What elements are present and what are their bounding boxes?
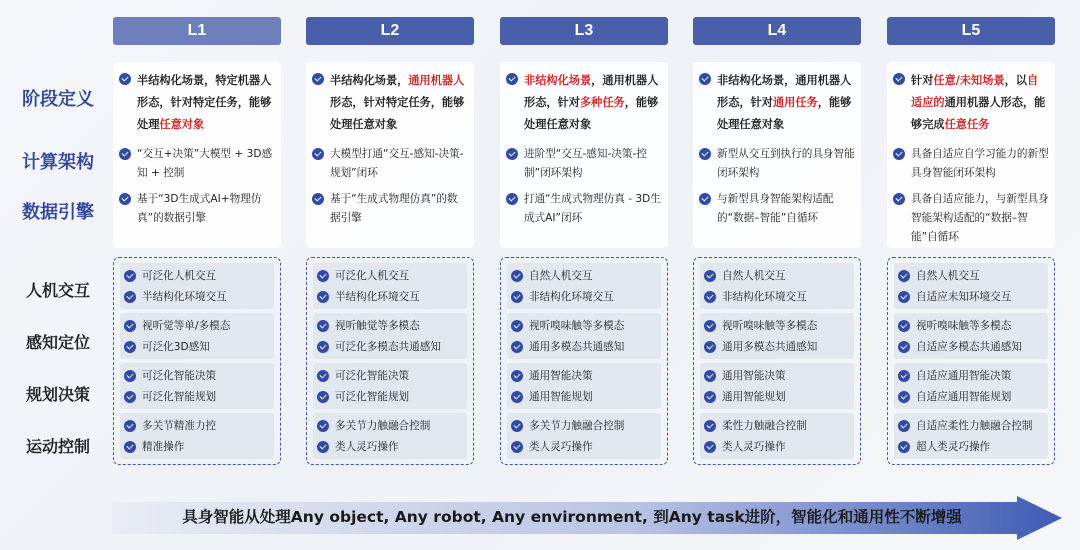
stage-definition-segment: 通用机器人 [795,74,852,87]
capability-text: 非结构化环境交互 [722,291,807,303]
level-description-card [113,62,281,248]
capability-item [898,386,1044,407]
check-bullet-icon [511,420,523,432]
level-description-card [693,62,861,248]
stage-definition-text [137,70,275,136]
capability-item [317,315,463,336]
check-bullet-icon [893,148,905,160]
capability-text: 非结构化环境交互 [529,291,614,303]
capability-item [317,415,463,436]
stage-definition-item [506,70,662,136]
stage-definition-item [312,70,468,136]
capability-text: 通用智能决策 [722,370,786,382]
capability-text: 通用智能决策 [529,370,593,382]
capability-text: 自适应通用智能决策 [916,370,1012,382]
data-engine-item [506,190,662,228]
level-tab-l4: L4 [693,17,861,45]
capability-text: 超人类灵巧操作 [916,441,991,453]
capability-hri-group [894,263,1048,309]
check-bullet-icon [124,341,136,353]
capability-text: 类人灵巧操作 [722,441,786,453]
capability-perception-group [120,313,274,359]
capability-text: 柔性力触融合控制 [722,420,807,432]
row-label-perception: 感知定位 [25,333,90,352]
capability-text: 可泛化人机交互 [142,270,217,282]
capability-item [124,265,270,286]
capability-text: 自适应未知环境交互 [916,291,1012,303]
check-bullet-icon [704,320,716,332]
capability-perception-group [894,313,1048,359]
check-bullet-icon [312,193,324,205]
stage-definition-segment: ，能够处理 [524,96,659,131]
capability-item [511,265,657,286]
capability-item [511,386,657,407]
check-bullet-icon [317,291,329,303]
data-engine-text: 基于“3D生成式AI+物理仿真”的数据引擎 [137,193,262,224]
capability-item [124,286,270,307]
capability-text: 视听觉等单/多模态 [142,320,231,332]
capability-motion-group [120,413,274,459]
check-bullet-icon [898,420,910,432]
capability-motion-group [507,413,661,459]
capability-item [704,286,850,307]
capability-item [317,365,463,386]
check-bullet-icon [898,291,910,303]
capability-text: 自适应通用智能规划 [916,391,1012,403]
capability-text: 视听嗅味触等多模态 [722,320,818,332]
check-bullet-icon [893,193,905,205]
capability-text: 类人灵巧操作 [335,441,399,453]
check-bullet-icon [124,320,136,332]
capability-text: 自适应多模态共通感知 [916,341,1022,353]
capability-item [704,315,850,336]
capability-text: 视听嗅味触等多模态 [529,320,625,332]
check-bullet-icon [704,420,716,432]
capability-text: 可泛化3D感知 [142,341,210,353]
data-engine-text: 与新型具身智能架构适配的“数据–智能”自循环 [717,193,834,224]
capability-text: 多关节力触融合控制 [335,420,431,432]
check-bullet-icon [893,73,905,85]
check-bullet-icon [511,341,523,353]
check-bullet-icon [898,441,910,453]
capability-item [704,415,850,436]
capability-item [317,265,463,286]
check-bullet-icon [506,148,518,160]
capability-text: 可泛化人机交互 [335,270,410,282]
check-bullet-icon [699,73,711,85]
check-bullet-icon [898,370,910,382]
stage-definition-segment: 针对 [911,74,934,87]
check-bullet-icon [699,148,711,160]
compute-architecture-item [506,145,662,183]
capability-item [317,286,463,307]
capability-box [500,257,668,465]
capability-item [511,415,657,436]
capability-text: 类人灵巧操作 [529,441,593,453]
stage-definition-segment: ，能够处理 [137,96,272,131]
stage-definition-segment: 通用机器人 [408,74,465,87]
capability-text: 可泛化智能规划 [142,391,217,403]
data-engine-item [312,190,468,228]
check-bullet-icon [119,193,131,205]
capability-item [511,315,657,336]
check-bullet-icon [898,320,910,332]
capability-planning-group [894,363,1048,409]
data-engine-text: 打通“生成式物理仿真 - 3D生成式AI”闭环 [524,193,661,224]
level-description-card [500,62,668,248]
capability-hri-group [507,263,661,309]
capability-box [306,257,474,465]
capability-text: 半结构化环境交互 [335,291,420,303]
capability-text: 视听触觉等多模态 [335,320,420,332]
capability-item [124,315,270,336]
stage-definition-item [119,70,275,136]
stage-definition-segment: 形态，针对 [717,96,773,109]
stage-definition-segment: ，能够处理 [717,96,852,131]
check-bullet-icon [898,391,910,403]
stage-definition-segment: ，以 [1004,74,1027,87]
capability-text: 通用智能规划 [722,391,786,403]
capability-item [704,265,850,286]
stage-definition-segment: ， [591,74,603,87]
check-bullet-icon [699,193,711,205]
capability-box [693,257,861,465]
check-bullet-icon [704,341,716,353]
capability-item [124,415,270,436]
capability-text: 通用多模态共通感知 [529,341,625,353]
check-bullet-icon [119,73,131,85]
capability-planning-group [313,363,467,409]
stage-definition-segment: 通用任务 [772,96,818,109]
check-bullet-icon [898,341,910,353]
capability-motion-group [894,413,1048,459]
stage-definition-segment: 半结构化场景 [330,74,398,87]
stage-definition-segment: 任意对象 [352,118,398,131]
capability-text: 视听嗅味触等多模态 [916,320,1012,332]
check-bullet-icon [511,370,523,382]
capability-hri-group [313,263,467,309]
level-tab-l1: L1 [113,17,281,45]
compute-architecture-item [699,145,855,183]
stage-definition-text [524,70,662,136]
stage-definition-segment: 特定任务 [385,96,431,109]
capability-item [704,386,850,407]
stage-definition-segment: 任意对象 [159,118,205,131]
level-description-card [306,62,474,248]
capability-hri-group [120,263,274,309]
capability-item [898,315,1044,336]
check-bullet-icon [119,148,131,160]
stage-definition-segment: 形态，针对 [137,96,193,109]
stage-definition-text [911,70,1049,136]
capability-text: 通用多模态共通感知 [722,341,818,353]
capability-item [704,436,850,457]
stage-definition-segment: 任意对象 [546,118,592,131]
capability-text: 精准操作 [142,441,185,453]
level-tab-l2: L2 [306,17,474,45]
level-tab-l5: L5 [887,17,1055,45]
capability-text: 多关节力触融合控制 [529,420,625,432]
stage-definition-segment: 任意对象 [739,118,785,131]
compute-architecture-text: 新型从交互到执行的具身智能闭环架构 [717,148,855,179]
level-tab-l3: L3 [500,17,668,45]
capability-text: 自适应柔性力触融合控制 [916,420,1033,432]
capability-item [317,436,463,457]
compute-architecture-item [312,145,468,183]
data-engine-text: 具备自适应能力，与新型具身智能架构适配的“数据–智能”自循环 [911,193,1049,243]
capability-perception-group [313,313,467,359]
capability-text: 半结构化环境交互 [142,291,227,303]
check-bullet-icon [124,270,136,282]
capability-text: 自然人机交互 [529,270,593,282]
check-bullet-icon [511,270,523,282]
check-bullet-icon [511,441,523,453]
capability-item [124,336,270,357]
stage-definition-segment: 通用机器人 [944,96,1001,109]
capability-text: 可泛化智能决策 [335,370,410,382]
capability-text: 可泛化智能决策 [142,370,217,382]
capability-text: 自然人机交互 [916,270,980,282]
check-bullet-icon [511,320,523,332]
compute-architecture-text: 进阶型“交互-感知-决策-控制”闭环架构 [524,148,647,179]
capability-item [898,436,1044,457]
capability-box [113,257,281,465]
check-bullet-icon [511,391,523,403]
check-bullet-icon [317,341,329,353]
capability-hri-group [700,263,854,309]
compute-architecture-text: “交互+决策”大模型 + 3D感知 + 控制 [137,148,273,179]
capability-item [124,436,270,457]
check-bullet-icon [124,420,136,432]
stage-definition-item [699,70,855,136]
capability-item [511,365,657,386]
capability-item [898,336,1044,357]
stage-definition-segment: 非结构化场景 [717,74,785,87]
check-bullet-icon [506,73,518,85]
compute-architecture-text: 大模型打通“交互-感知-决策-规划”闭环 [330,148,464,179]
capability-text: 自然人机交互 [722,270,786,282]
capability-item [511,436,657,457]
stage-definition-segment: 形态，针对 [330,96,386,109]
data-engine-item [893,190,1049,247]
stage-definition-segment: ，能够处理 [330,96,465,131]
stage-definition-item [893,70,1049,136]
stage-definition-text [330,70,468,136]
capability-planning-group [120,363,274,409]
stage-definition-segment: 半结构化场景，特定机器人 [137,74,272,87]
check-bullet-icon [124,291,136,303]
compute-architecture-item [119,145,275,183]
capability-item [124,365,270,386]
check-bullet-icon [312,73,324,85]
capability-perception-group [507,313,661,359]
check-bullet-icon [124,441,136,453]
progress-banner-text: 具身智能从处理Any object, Any robot, Any environment, 到Any task进阶，智能化和通用性不断增强 [182,508,962,526]
check-bullet-icon [317,391,329,403]
stage-definition-segment: 形态，能够完成 [911,96,1046,131]
stage-definition-segment: 任意/未知场景 [933,74,1005,87]
stage-definition-segment: 任意任务 [944,118,990,131]
check-bullet-icon [704,441,716,453]
capability-perception-group [700,313,854,359]
check-bullet-icon [506,193,518,205]
capability-text: 通用智能规划 [529,391,593,403]
row-label-stage-definition: 阶段定义 [22,89,94,110]
check-bullet-icon [317,320,329,332]
check-bullet-icon [317,420,329,432]
stage-definition-segment: ， [784,74,796,87]
capability-item [704,365,850,386]
check-bullet-icon [511,291,523,303]
check-bullet-icon [312,148,324,160]
capability-item [898,365,1044,386]
check-bullet-icon [124,391,136,403]
data-engine-text: 基于“生成式物理仿真”的数据引擎 [330,193,458,224]
check-bullet-icon [124,370,136,382]
capability-item [898,286,1044,307]
row-label-planning: 规划决策 [25,385,90,404]
stage-definition-segment: 特定任务 [192,96,238,109]
capability-item [704,336,850,357]
stage-definition-segment: 形态，针对 [524,96,580,109]
check-bullet-icon [704,370,716,382]
stage-definition-segment: 通用机器人 [602,74,659,87]
capability-text: 多关节精准力控 [142,420,217,432]
stage-definition-segment: 非结构化场景 [524,74,592,87]
level-description-card [887,62,1055,248]
capability-motion-group [313,413,467,459]
capability-text: 可泛化多模态共通感知 [335,341,441,353]
check-bullet-icon [317,441,329,453]
row-label-hri: 人机交互 [25,281,90,300]
capability-box [887,257,1055,465]
stage-definition-segment: 多种任务 [579,96,625,109]
capability-planning-group [507,363,661,409]
compute-architecture-text: 具备自适应自学习能力的新型具身智能闭环架构 [911,148,1049,179]
row-label-motion: 运动控制 [25,437,90,456]
data-engine-item [119,190,275,228]
capability-item [898,415,1044,436]
capability-planning-group [700,363,854,409]
row-label-compute-architecture: 计算架构 [22,152,94,173]
data-engine-item [699,190,855,228]
capability-item [898,265,1044,286]
stage-definition-segment: 自适应的 [911,74,1039,109]
row-label-data-engine: 数据引擎 [22,202,94,223]
capability-item [317,386,463,407]
capability-item [317,336,463,357]
capability-motion-group [700,413,854,459]
check-bullet-icon [704,291,716,303]
check-bullet-icon [704,391,716,403]
check-bullet-icon [898,270,910,282]
check-bullet-icon [317,370,329,382]
capability-item [511,336,657,357]
capability-item [511,286,657,307]
stage-definition-text [717,70,855,136]
capability-item [124,386,270,407]
check-bullet-icon [704,270,716,282]
stage-definition-segment: ， [397,74,409,87]
compute-architecture-item [893,145,1049,183]
check-bullet-icon [317,270,329,282]
capability-text: 可泛化智能规划 [335,391,410,403]
